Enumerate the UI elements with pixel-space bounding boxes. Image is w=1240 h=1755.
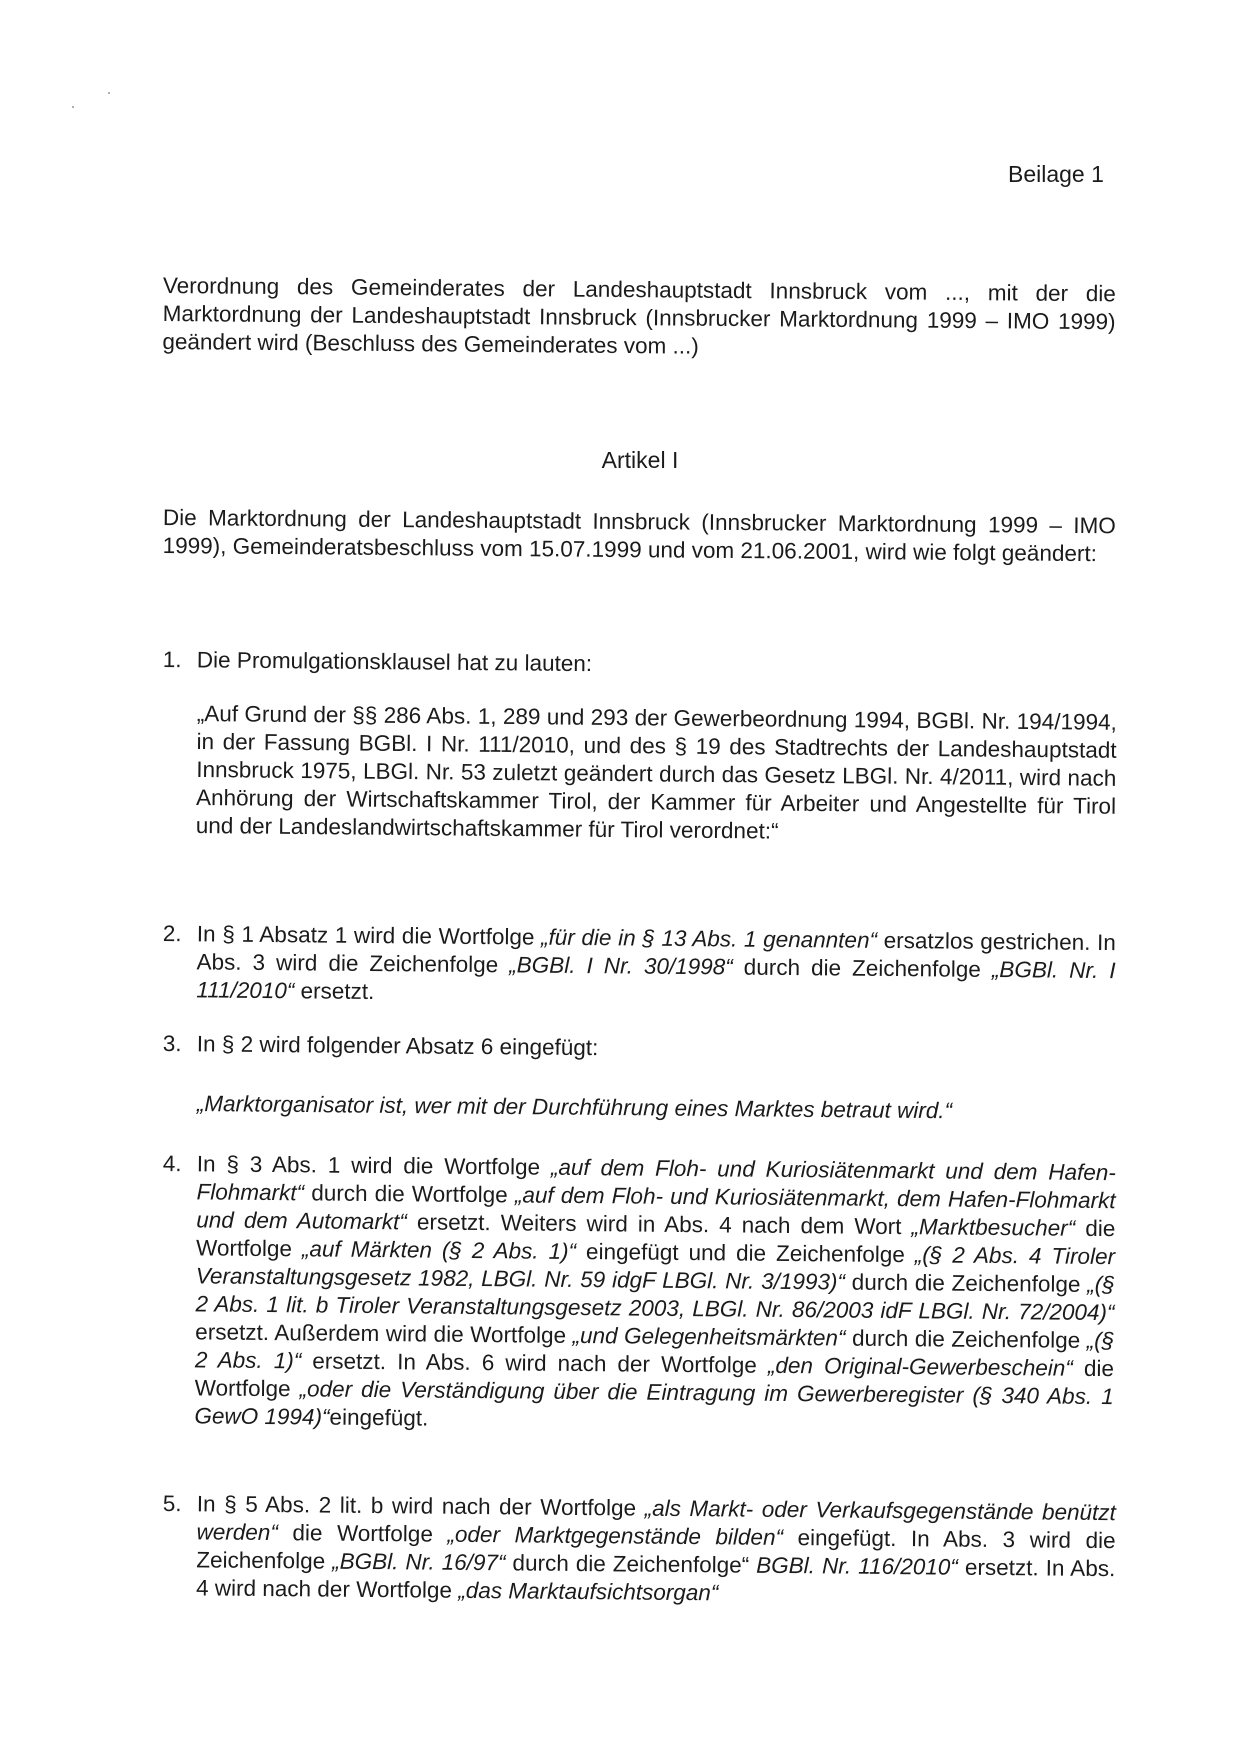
item-text: In § 1 Absatz 1 wird die Wortfolge „für die in § 13 Abs. 1 genannten“ ersatzlos gestrichen. In Abs. 3 wird die Zeichenfolge „BGBl. I Nr. 30/1998“ durch die Zeichenfolge „BGBl. Nr. I 111/2010“ ersetzt. xyxy=(196,921,1116,1005)
scan-speck xyxy=(108,92,110,94)
item-text: In § 2 wird folgender Absatz 6 eingefügt: xyxy=(196,1031,599,1061)
amendment-item-4 xyxy=(160,1150,1116,1439)
item-number: 1. xyxy=(162,646,182,673)
promulgation-quote: „Auf Grund der §§ 286 Abs. 1, 289 und 293 der Gewerbeordnung 1994, BGBl. Nr. 194/1994, in der Fassung BGBl. I Nr. 111/2010, und des § 19 des Stadtrechts der Landeshauptstadt Innsbruck 1975, LBGl. Nr. 53 zuletzt geändert durch das Gesetz LBGl. Nr. 4/2011, wird nach Anhörung der Wirtschaftskammer Tirol, der Kammer für Arbeiter und Angestellte für Tirol und der Landeslandwirtschaftskammer für Tirol verordnet:“ xyxy=(195,700,1117,844)
item-number: 4. xyxy=(162,1151,182,1177)
amendment-item-2 xyxy=(162,920,1116,1013)
definition-quote: „Marktorganisator ist, wer mit der Durchführung eines Marktes betraut wird.“ xyxy=(196,1091,953,1124)
article-heading: Artikel I xyxy=(601,447,679,473)
amendment-item-3 xyxy=(163,1030,1116,1067)
item-number: 3. xyxy=(162,1031,182,1057)
item-number: 2. xyxy=(162,920,182,947)
scan-speck xyxy=(72,106,74,108)
item-text: In § 5 Abs. 2 lit. b wird nach der Wortfolge „als Markt- oder Verkaufsgegenstände benützt werden“ die Wortfolge „oder Marktgegenstände bilden“ eingefügt. In Abs. 3 wird die Zeichenfolge „BGBl. Nr. 16/97“ durch die Zeichenfolge“ BGBl. Nr. 116/2010“ ersetzt. In Abs. 4 wird nach der Wortfolge „das Marktaufsichtsorgan“ xyxy=(195,1491,1116,1606)
attachment-label: Beilage 1 xyxy=(1008,161,1104,187)
amendment-item-1 xyxy=(163,646,1116,683)
item-number: 5. xyxy=(162,1491,182,1517)
amendment-item-5 xyxy=(162,1490,1116,1611)
ordinance-title: Verordnung des Gemeinderates der Landeshauptstadt Innsbruck vom ..., mit der die Marktordnung der Landeshauptstadt Innsbruck (Innsbrucker Marktordnung 1999 – IMO 1999) geändert wird (Beschluss des Gemeinderates vom ...) xyxy=(162,272,1116,359)
article-intro: Die Marktordnung der Landeshauptstadt Innsbruck (Innsbrucker Marktordnung 1999 – IMO 1999), Gemeinderatsbeschluss vom 15.07.1999 und vom 21.06.2001, wird wie folgt geändert: xyxy=(162,504,1116,567)
item-text: Die Promulgationsklausel hat zu lauten: xyxy=(196,647,593,677)
item-text: In § 3 Abs. 1 wird die Wortfolge „auf dem Floh- und Kuriosiätenmarkt und dem Hafen-Flohmarkt“ durch die Wortfolge „auf dem Floh- und Kuriosiätenmarkt, dem Hafen-Flohmarkt und dem Automarkt“ ersetzt. Weiters wird in Abs. 4 nach dem Wort „Marktbesucher“ die Wortfolge „auf Märkten (§ 2 Abs. 1)“ eingefügt und die Zeichenfolge „(§ 2 Abs. 4 Tiroler Veranstaltungsgesetz 1982, LBGl. Nr. 59 idgF LBGl. Nr. 3/1993)“ durch die Zeichenfolge „(§ 2 Abs. 1 lit. b Tiroler Veranstaltungsgesetz 2003, LBGl. Nr. 86/2003 idF LBGl. Nr. 72/2004)“ ersetzt. Außerdem wird die Wortfolge „und Gelegenheitsmärkten“ durch die Zeichenfolge „(§ 2 Abs. 1)“ ersetzt. In Abs. 6 wird nach der Wortfolge „den Original-Gewerbeschein“ die Wortfolge „oder die Verständigung über die Eintragung im Gewerberegister (§ 340 Abs. 1 GewO 1994)“eingefügt. xyxy=(194,1151,1116,1431)
